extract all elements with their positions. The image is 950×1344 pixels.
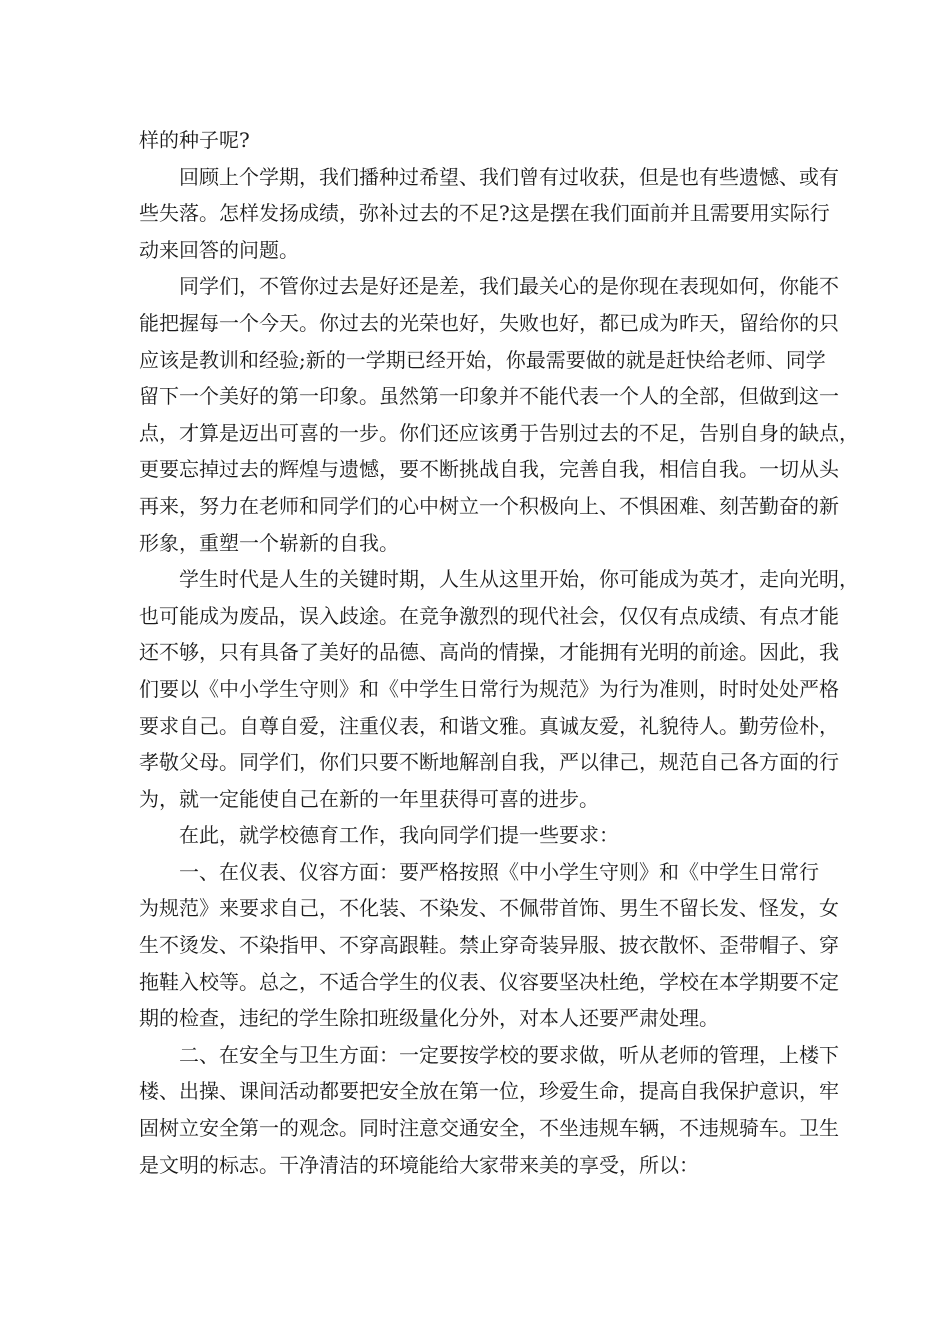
text-line: 期的检查，违纪的学生除扣班级量化分外，对本人还要严肃处理。 bbox=[139, 1006, 719, 1031]
text-line: 同学们，不管你过去是好还是差，我们最关心的是你现在表现如何，你能不 bbox=[179, 274, 839, 299]
paragraph bbox=[139, 854, 839, 1037]
text-line: 二、在安全与卫生方面：一定要按学校的要求做，听从老师的管理，上楼下 bbox=[179, 1042, 839, 1067]
paragraph bbox=[139, 159, 839, 269]
text-line: 为规范》来要求自己，不化装、不染发、不佩带首饰、男生不留长发、怪发，女 bbox=[139, 896, 839, 921]
paragraph bbox=[139, 1037, 839, 1183]
paragraph bbox=[139, 268, 859, 561]
paragraph bbox=[139, 561, 859, 817]
document-body bbox=[139, 122, 859, 1183]
text-line: 动来回答的问题。 bbox=[139, 237, 299, 262]
text-line: 要求自己。自尊自爱，注重仪表，和谐文雅。真诚友爱，礼貌待人。勤劳俭朴， bbox=[139, 713, 839, 738]
text-line: 样的种子呢? bbox=[139, 128, 250, 152]
text-line: 学生时代是人生的关键时期，人生从这里开始，你可能成为英才，走向光明， bbox=[179, 567, 859, 592]
text-line: 一、在仪表、仪容方面：要严格按照《中小学生守则》和《中学生日常行 bbox=[179, 859, 819, 884]
text-line: 拖鞋入校等。总之，不适合学生的仪表、仪容要坚决杜绝，学校在本学期要不定 bbox=[139, 969, 839, 994]
text-line: 能把握每一个今天。你过去的光荣也好，失败也好，都已成为昨天，留给你的只 bbox=[139, 310, 839, 335]
text-line: 应该是教训和经验;新的一学期已经开始，你最需要做的就是赶快给老师、同学 bbox=[139, 347, 826, 372]
text-line: 是文明的标志。干净清洁的环境能给大家带来美的享受，所以： bbox=[139, 1152, 699, 1177]
text-line: 楼、出操、课间活动都要把安全放在第一位，珍爱生命，提高自我保护意识，牢 bbox=[139, 1079, 839, 1104]
text-line: 形象，重塑一个崭新的自我。 bbox=[139, 530, 399, 555]
text-line: 点，才算是迈出可喜的一步。你们还应该勇于告别过去的不足，告别自身的缺点， bbox=[139, 420, 859, 445]
text-line: 些失落。怎样发扬成绩，弥补过去的不足?这是摆在我们面前并且需要用实际行 bbox=[139, 201, 830, 226]
text-line: 回顾上个学期，我们播种过希望、我们曾有过收获，但是也有些遗憾、或有 bbox=[179, 164, 839, 189]
text-line: 在此，就学校德育工作，我向同学们提一些要求： bbox=[179, 823, 619, 848]
text-line: 孝敬父母。同学们，你们只要不断地解剖自我，严以律己，规范自己各方面的行 bbox=[139, 750, 839, 775]
text-line: 为，就一定能使自己在新的一年里获得可喜的进步。 bbox=[139, 786, 599, 811]
text-line: 固树立安全第一的观念。同时注意交通安全，不坐违规车辆，不违规骑车。卫生 bbox=[139, 1116, 839, 1141]
text-line: 再来，努力在老师和同学们的心中树立一个积极向上、不惧困难、刻苦勤奋的新 bbox=[139, 493, 839, 518]
text-line: 更要忘掉过去的辉煌与遗憾，要不断挑战自我，完善自我，相信自我。一切从头 bbox=[139, 457, 839, 482]
paragraph bbox=[139, 122, 811, 159]
text-line: 们要以《中小学生守则》和《中学生日常行为规范》为行为准则，时时处处严格 bbox=[139, 676, 839, 701]
text-line: 留下一个美好的第一印象。虽然第一印象并不能代表一个人的全部，但做到这一 bbox=[139, 384, 839, 409]
paragraph bbox=[139, 817, 811, 854]
text-line: 也可能成为废品，误入歧途。在竞争激烈的现代社会，仅仅有点成绩、有点才能 bbox=[139, 603, 839, 628]
text-line: 生不烫发、不染指甲、不穿高跟鞋。禁止穿奇装异服、披衣散怀、歪带帽子、穿 bbox=[139, 933, 839, 958]
text-line: 还不够，只有具备了美好的品德、高尚的情操，才能拥有光明的前途。因此，我 bbox=[139, 640, 839, 665]
